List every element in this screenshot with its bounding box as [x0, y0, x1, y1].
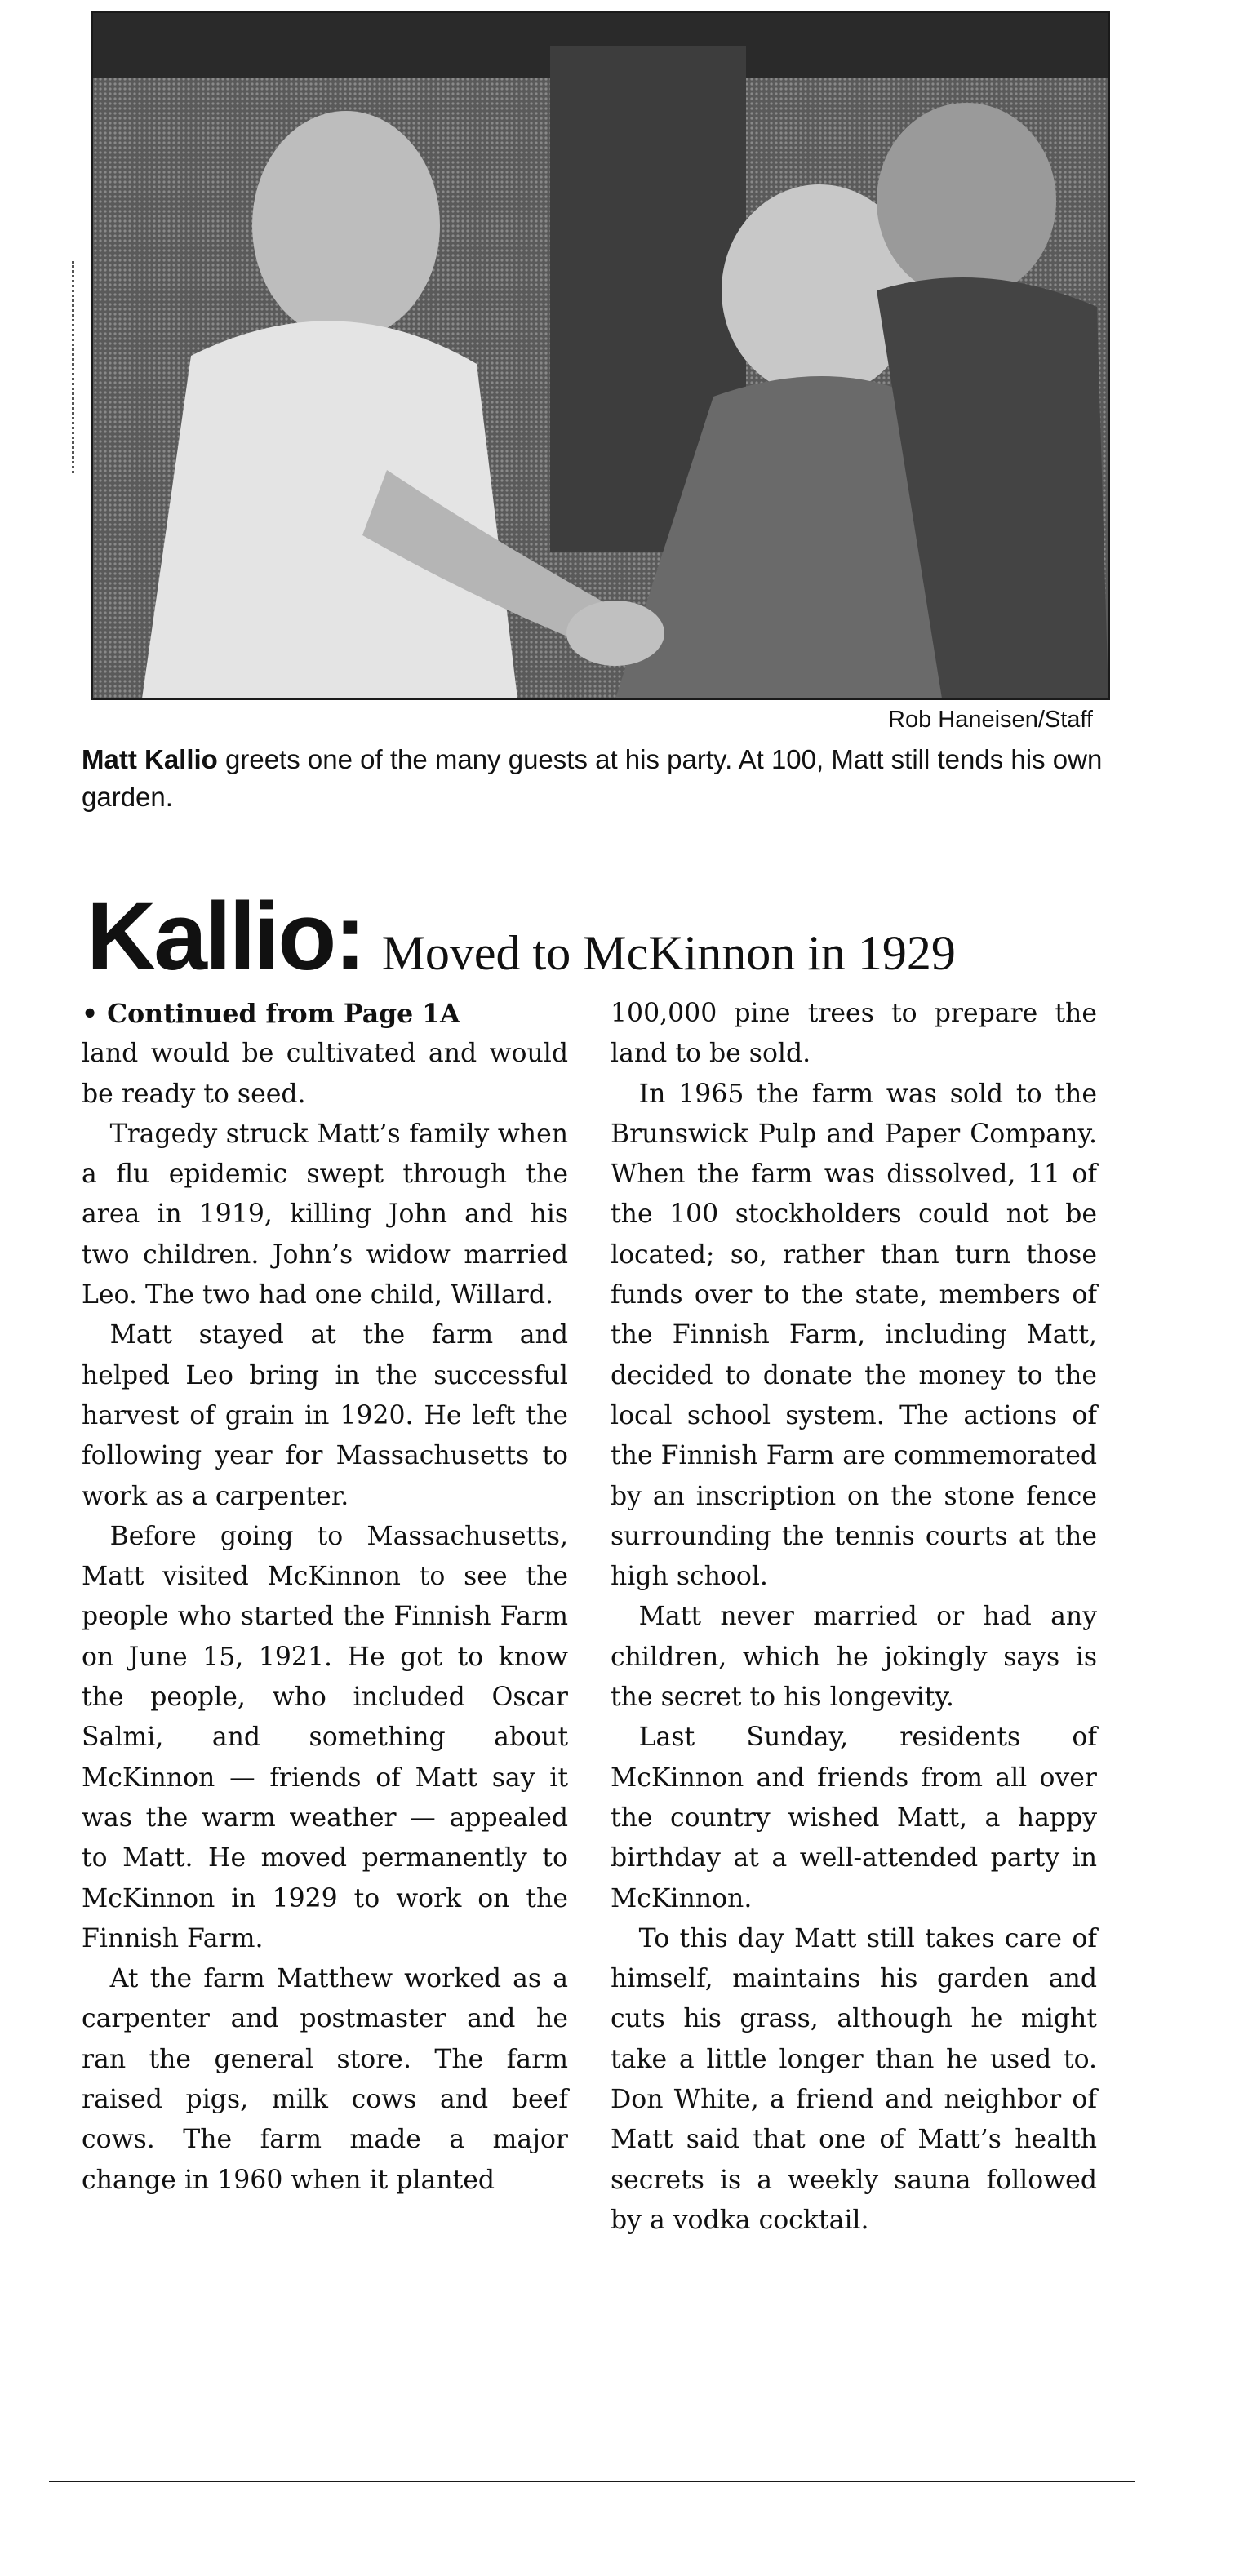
news-photo [91, 11, 1110, 700]
paragraph: Matt never married or had any children, which he jokingly says is the secret to his longevity. [611, 1602, 1097, 1713]
left-man-head [252, 111, 440, 339]
headline-name: Kallio: [87, 883, 364, 991]
paragraph: To this day Matt still takes care of himself, maintains his garden and cuts his grass, although he might take a little longer than he used to. Don White, a friend and neighbor of Matt said that one of Matt’s health secrets is a weekly sauna followed by a vodka cocktail. [611, 1923, 1097, 2235]
paragraph: In 1965 the farm was sold to the Brunswick Pulp and Paper Company. When the farm was dissolved, 11 of the 100 stockholders could not be located; so, rather than turn those funds over to the state, members of the Finnish Farm, including Matt, decided to donate the money to the local school system. The actions of the Finnish Farm are commemorated by an inscription on the stone fence surrounding the tennis courts at the high school. [611, 1079, 1097, 1592]
caption-text: greets one of the many guests at his party. At 100, Matt still tends his own garden. [82, 744, 1103, 812]
photo-halftone [93, 13, 1108, 698]
paragraph: Tragedy struck Matt’s family when a flu epidemic swept through the area in 1919, killing John and his two children. John’s widow married Leo. The two had one child, Willard. [82, 1119, 568, 1310]
article-headline [87, 881, 1148, 992]
right-man-head [877, 103, 1056, 299]
article-column-left [82, 994, 568, 2201]
jump-line: • Continued from Page 1A [82, 999, 460, 1029]
paragraph: At the farm Matthew worked as a carpenter and postmaster and he ran the general store. The farm raised pigs, milk cows and beef cows. The farm made a major change in 1960 when it planted [82, 1964, 568, 2195]
photo-caption [82, 741, 1110, 816]
paragraph: 100,000 pine trees to prepare the land to be sold. [611, 999, 1097, 1069]
article-column-right [611, 994, 1097, 2241]
page-edge-scan-marks [72, 261, 78, 473]
paragraph: land would be cultivated and would be ready to seed. [82, 1039, 568, 1109]
paragraph: Last Sunday, residents of McKinnon and friends from all over the country wished Matt, a happy birthday at a well-attended party in McKinnon. [611, 1723, 1097, 1913]
handshake [566, 601, 664, 666]
bottom-rule [49, 2481, 1135, 2482]
paragraph: Before going to Massachusetts, Matt visited McKinnon to see the people who started the Finnish Farm on June 15, 1921. He got to know the people, who included Oscar Salmi, and something about McKinnon — friends of Matt say it was the warm weather — appealed to Matt. He moved permanently to McKinnon in 1929 to work on the Finnish Farm. [82, 1521, 568, 1953]
left-man-shirt [142, 321, 517, 698]
paragraph: Matt stayed at the farm and helped Leo bring in the successful harvest of grain in 1920. He left the following year for Massachusetts to work as a carpenter. [82, 1320, 568, 1511]
photo-credit: Rob Haneisen/Staff [888, 707, 1093, 733]
headline-subtitle: Moved to McKinnon in 1929 [381, 926, 956, 980]
caption-name: Matt Kallio [82, 744, 218, 774]
